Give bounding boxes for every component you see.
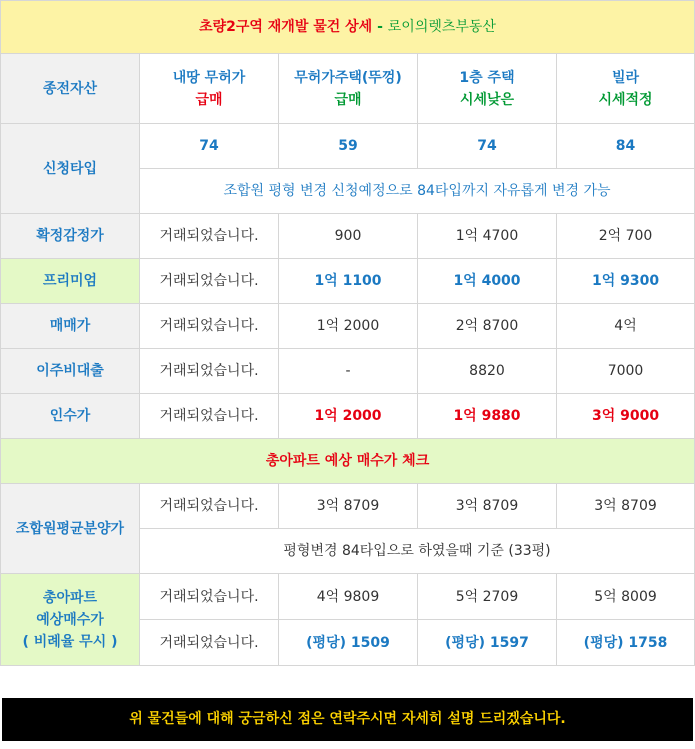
expected-price-row: [1, 574, 695, 620]
per-pyeong-value: (평당) 1509: [279, 620, 418, 666]
takeover-value: 거래되었습니다.: [140, 394, 279, 439]
contact-footer-banner: 위 물건들에 대해 궁금하신 점은 연락주시면 자세히 설명 드리겠습니다.: [2, 698, 693, 741]
member-avg-value: 3억 8709: [279, 484, 418, 529]
header-col-2: [279, 54, 418, 124]
row-label-appraisal: 확정감정가: [1, 214, 140, 259]
member-avg-note: 평형변경 84타입으로 하였을때 기준 (33평): [140, 529, 695, 574]
section-row: [1, 439, 695, 484]
sale-price-value: 2억 8700: [418, 304, 557, 349]
premium-value: 1억 4000: [418, 259, 557, 304]
header-col-4: [557, 54, 695, 124]
premium-value: 1억 1100: [279, 259, 418, 304]
expected-label-line: 예상매수가: [36, 611, 104, 628]
header-col-3-type: 1층 주택: [459, 69, 515, 86]
member-avg-value: 거래되었습니다.: [140, 484, 279, 529]
premium-value: 거래되었습니다.: [140, 259, 279, 304]
apply-type-value: 74: [418, 124, 557, 169]
appraisal-value: 1억 4700: [418, 214, 557, 259]
row-label-premium: 프리미엄: [1, 259, 140, 304]
expected-price-value: 5억 8009: [557, 574, 695, 620]
header-col-4-tag: 시세적정: [598, 91, 653, 108]
sale-price-value: 거래되었습니다.: [140, 304, 279, 349]
moving-loan-value: 거래되었습니다.: [140, 349, 279, 394]
premium-row: [1, 259, 695, 304]
takeover-row: [1, 394, 695, 439]
moving-loan-value: 8820: [418, 349, 557, 394]
row-label-prior-asset: 종전자산: [1, 54, 140, 124]
header-col-4-type: 빌라: [611, 69, 640, 86]
member-avg-value: 3억 8709: [418, 484, 557, 529]
row-label-member-avg-price: 조합원평균분양가: [1, 484, 140, 574]
title-row: [1, 1, 695, 54]
moving-loan-value: 7000: [557, 349, 695, 394]
row-label-moving-loan: 이주비대출: [1, 349, 140, 394]
expected-label-line: 총아파트: [42, 589, 98, 606]
premium-value: 1억 9300: [557, 259, 695, 304]
takeover-value: 1억 2000: [279, 394, 418, 439]
header-row: [1, 54, 695, 124]
header-col-3-tag: 시세낮은: [459, 91, 515, 108]
row-label-sale-price: 매매가: [1, 304, 140, 349]
header-col-1-tag: 급매: [195, 91, 223, 108]
moving-loan-row: [1, 349, 695, 394]
appraisal-value: 2억 700: [557, 214, 695, 259]
per-pyeong-value: (평당) 1597: [418, 620, 557, 666]
header-col-2-tag: 급매: [334, 91, 362, 108]
table-title: [1, 1, 695, 54]
header-col-1: [140, 54, 279, 124]
expected-label-line: ( 비례율 무시 ): [22, 633, 118, 650]
appraisal-row: [1, 214, 695, 259]
per-pyeong-value: 거래되었습니다.: [140, 620, 279, 666]
per-pyeong-value: (평당) 1758: [557, 620, 695, 666]
apply-type-note: 조합원 평형 변경 신청예정으로 84타입까지 자유롭게 변경 가능: [140, 169, 695, 214]
takeover-value: 3억 9000: [557, 394, 695, 439]
expected-price-value: 5억 2709: [418, 574, 557, 620]
sale-price-row: [1, 304, 695, 349]
header-col-1-type: 내땅 무허가: [172, 69, 246, 86]
apply-type-value: 59: [279, 124, 418, 169]
title-main: 초량2구역 재개발 물건 상세: [199, 19, 373, 35]
title-agency: 로이의렛츠부동산: [387, 19, 496, 35]
appraisal-value: 거래되었습니다.: [140, 214, 279, 259]
title-separator: -: [372, 19, 388, 35]
member-avg-value: 3억 8709: [557, 484, 695, 529]
section-title: 총아파트 예상 매수가 체크: [1, 439, 695, 484]
row-label-expected-price: [1, 574, 140, 666]
moving-loan-value: -: [279, 349, 418, 394]
header-col-3: [418, 54, 557, 124]
header-col-2-type: 무허가주택(뚜껑): [294, 69, 402, 86]
takeover-value: 1억 9880: [418, 394, 557, 439]
apply-type-value: 74: [140, 124, 279, 169]
apply-type-value: 84: [557, 124, 695, 169]
apply-type-row: [1, 124, 695, 169]
expected-price-value: 거래되었습니다.: [140, 574, 279, 620]
member-avg-row: [1, 484, 695, 529]
sale-price-value: 4억: [557, 304, 695, 349]
row-label-apply-type: 신청타입: [1, 124, 140, 214]
appraisal-value: 900: [279, 214, 418, 259]
expected-price-value: 4억 9809: [279, 574, 418, 620]
sale-price-value: 1억 2000: [279, 304, 418, 349]
row-label-takeover: 인수가: [1, 394, 140, 439]
